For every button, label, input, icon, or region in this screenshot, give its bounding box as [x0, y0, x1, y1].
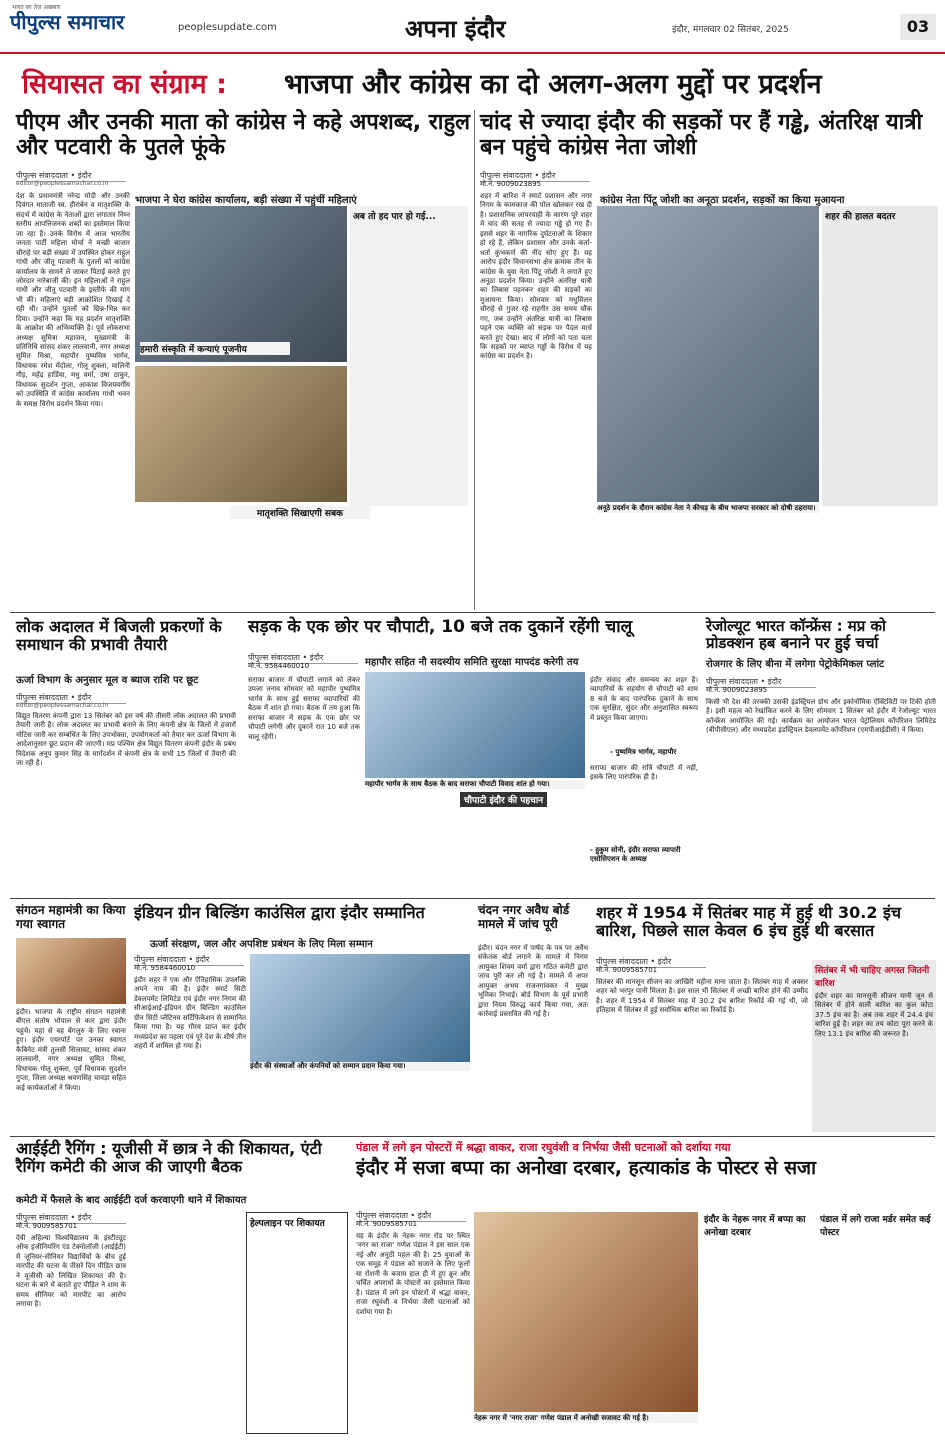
story4-byline: पीपुल्स संवाददाता • इंदौर	[248, 652, 358, 664]
banner-black-text: भाजपा और कांग्रेस का दो अलग-अलग मुद्दों पर प्रदर्शन	[284, 69, 822, 100]
story7-sub: ऊर्जा संरक्षण, जल और अपशिष्ट प्रबंधन के लिए मिला सम्मान	[150, 939, 373, 950]
story9-mobile: मो.नं. 9009585701	[596, 966, 658, 974]
story2-photo-astronaut	[597, 206, 819, 502]
story11-body: यह के इंदौर के नेहरू नगर रोड पर स्थित 'नगर का राजा' गणेश पंडाल ने इस साल एक नई और अनूठी पहल की है। 25 युवाओं के एक समूह ने पंडाल को सजाने के लिए फूलों या रोशनी के बजाय हाल ही में हुए क्रूर और चर्चित अपराधों के पोस्टरों का इस्तेमाल किया है। पंडाल में लगे इन पोस्टरों में श्रद्धा वाकर, राजा रघुवंशी व निर्भया जैसी घटनाओं को दर्शाया गया है।	[356, 1232, 470, 1316]
story3-sub: ऊर्जा विभाग के अनुसार मूल व ब्याज राशि पर छूट	[16, 675, 199, 686]
story1-photo-women	[135, 366, 347, 502]
story4-photo-caption: महापौर भार्गव के साथ बैठक के बाद सराफा चौपाटी विवाद शांत हो गया।	[365, 780, 585, 789]
story2-headline: चांद से ज्यादा इंदौर की सड़कों पर हैं गड्ढे, अंतरिक्ष यात्री बन पहुंचे कांग्रेस नेता जोशी	[480, 110, 923, 161]
banner-red-text: सियासत का संग्राम :	[22, 69, 227, 100]
column-divider	[474, 110, 475, 610]
story1-byline: पीपुल्स संवाददाता • इंदौर	[16, 170, 126, 182]
story11-side1-title: इंदौर के नेहरू नगर में बप्पा का अनोखा दरबार	[704, 1215, 806, 1238]
section-title: अपना इंदौर	[405, 14, 506, 43]
story5-sub: रोजगार के लिए बीना में लगेगा पेट्रोकेमिकल प्लांट	[706, 659, 885, 670]
story11-side2-title: पंडाल में लगे राजा मर्डर समेत कई पोस्टर	[820, 1215, 931, 1238]
story4-sub: महापौर सहित नौ सदस्यीय समिति सुरक्षा मापदंड करेगी तय	[365, 657, 579, 668]
page-number: 03	[900, 14, 936, 40]
story1-kicker: भाजपा ने घेरा कांग्रेस कार्यालय, बड़ी संख्या में पहुंचीं महिलाएं	[135, 195, 357, 206]
story2-body: शहर में बारिश ने स्मार्ट प्रशासन और नगर निगम के कामकाज की पोल खोलकर रख दी है। प्रशासनिक लापरवाही के कारण पूरे शहर में चांद की सतह से ज्यादा गड्ढे हो गए हैं। इससे शहर के नागरिक दुर्घटनाओं के शिकार हो रहे हैं, लेकिन प्रशासन और उनके कर्ता-धर्ता कुंभकर्ण की नींद सोए हुए हैं। यह आरोप इंदौर विधानसभा क्षेत्र क्रमांक तीन के कांग्रेस के युवा नेता पिंटू जोशी ने लगाते हुए अनूठा प्रदर्शन किया। उन्होंने अंतरिक्ष यात्री का लिबास पहनकर शहर की सड़कों का मुआयना किया। सोमवार को मधुमिलन चौराहे से गुजर रहे राहगीर उस समय चौंक गए, जब उन्होंने अंतरिक्ष यात्री का लिबास पहने एक व्यक्ति को सड़क पर पैदल मार्च करते हुए देखा। बाद में लोगों को पता चला कि सड़कों पर व्याप्त गड्ढों के विरोध में यह कांग्रेस का प्रदर्शन है।	[480, 192, 592, 361]
story3-email: editor@peoplessamachar.co.in	[16, 702, 109, 709]
story2-mobile: मो.नं. 9009023895	[480, 180, 542, 188]
story7-mobile: मो.नं. 9584460010	[134, 964, 196, 972]
story8-headline: चंदन नगर अवैध बोर्ड मामले में जांच पूरी	[478, 903, 570, 931]
story10-box-title: हेल्पलाइन पर शिकायत	[250, 1219, 325, 1229]
story7-byline: पीपुल्स संवाददाता • इंदौर	[134, 954, 244, 966]
story11-photo-pandal	[474, 1212, 698, 1412]
story9-body: सितंबर की मानसून सीजन का आखिरी महीना माना जाता है। सितंबर माह में अक्सर शहर को भरपूर पानी मिलता है। इस साल भी सितंबर में अच्छी बारिश होने की उम्मीद है। शहर में 1954 में सितंबर माह में 30.2 इंच बारिश रिकॉर्ड की गई थी, जो इतिहास में सितंबर में हुई सर्वाधिक बारिश का रिकॉर्ड है।	[596, 978, 808, 1015]
story2-sidebar-title: शहर की हालत बदतर	[825, 212, 896, 222]
story5-body: किसी भी देश की तरक्की उसकी इंडस्ट्रियल ग्रोथ और इकोनॉमिक ऐक्टिविटी पर टिकी होती है। इसी महत्व को रेखांकित करने के लिए सोमवार 1 सितंबर को इंदौर में रेजोल्यूट भारत कॉन्फ्रेंस आयोजित की गई। कार्यक्रम का आयोजन भारत पेट्रोलियम कॉर्पोरेशन लिमिटेड (बीपीसीएल) और मध्यप्रदेश इंडस्ट्रियल डेवलपमेंट कॉर्पोरेशन (एमपीआईडीसी) ने किया।	[706, 698, 936, 735]
story2-byline: पीपुल्स संवाददाता • इंदौर	[480, 170, 590, 182]
story4-quote2: सराफा बाजार की रात्रि चौपाटी में नहीं, इसके लिए पारंपरिक ही है।	[590, 764, 698, 782]
story4-quote1: इंदौर संवाद और समन्वय का शहर है। व्यापारियों के सहयोग से चौपाटी को शाम 8 बजे के बाद पारंपरिक दुकानें के साथ एक सुरक्षित, सुंदर और अनुशासित स्वरूप में प्रस्तुत किया जाएगा।	[590, 676, 698, 722]
story5-byline: पीपुल्स संवाददाता • इंदौर	[706, 676, 816, 688]
masthead	[0, 0, 945, 54]
story8-body: इंदौर। चंदन नगर में पार्षद के पत्र पर अवैध संकेतक बोर्ड लगाने के मामले में निगम आयुक्त शिवम वर्मा द्वारा गठित कमेटी द्वारा जांच पूरी कर ली गई है। मामले में अपर आयुक्त अभय राजनगांवकर ने मुख्य भूमिका निभाई। बोर्ड विभाग के पूर्व प्रभारी द्वारा नियम विरुद्ध कार्य किया गया, अतः कार्रवाई प्रस्तावित की गई है।	[478, 944, 588, 1019]
story7-headline: इंडियन ग्रीन बिल्डिंग काउंसिल द्वारा इंदौर सम्मानित	[134, 903, 425, 922]
story5-headline: रेजोल्यूट भारत कॉन्फ्रेंस : मप्र को प्रोडक्शन हब बनाने पर हुई चर्चा	[706, 617, 886, 653]
story6-body: इंदौर। भाजपा के राष्ट्रीय संगठन महामंत्री बीएल संतोष भोपाल से कार द्वारा इंदौर पहुंचे। यहां से वह बेंगलुरु के लिए रवाना हुए। इंदौर एयरपोर्ट पर उनका स्वागत कैबिनेट मंत्री तुलसी सिलावट, सांसद शंकर लालवानी, नगर अध्यक्ष सुमित मिश्रा, विधायक गोलू शुक्ला, पूर्व विधायक सुदर्शन गुप्ता, जिला अध्यक्ष श्रवणसिंह चावड़ा सहित कई कार्यकर्ताओं ने किया।	[16, 1008, 126, 1092]
story10-body: देवी अहिल्या विश्वविद्यालय के इंस्टीट्यूट ऑफ इंजीनियरिंग एंड टेक्नोलॉजी (आईईटी) में जूनियर-सीनियर विद्यार्थियों के बीच हुई मारपीट की घटना के तीसरे दिन पीड़ित छात्र ने यूजीसी को लिखित शिकायत की है। घटना के बारे में बताते हुए पीड़ित ने शाम के समय सीनियर को मारपीट का आरोप लगाया है।	[16, 1234, 126, 1309]
section-rule	[10, 612, 935, 613]
story10-sub: कमेटी में फैसले के बाद आईईटी दर्ज करवाएगी थाने में शिकायत	[16, 1195, 247, 1206]
story4-headline: सड़क के एक छोर पर चौपाटी, 10 बजे तक दुकानें रहेंगी चालू	[248, 617, 633, 637]
story10-byline: पीपुल्स संवाददाता • इंदौर	[16, 1212, 126, 1224]
story3-body: विद्युत वितरण कंपनी द्वारा 13 सितंबर को इस वर्ष की तीसरी लोक अदालत की प्रभावी तैयारी जारी है। लोक अदालत का प्रभावी बनाने के लिए कंपनी क्षेत्र के जिलों में हजारों नोटिस जारी कर सम्बंधित के लिए उपभोक्ता, उपयोगकर्ता को तैयार कर ऊर्जा विभाग के आदेशानुसार छूट प्रदान की जाएगी। मप्र पश्चिम क्षेत्र विद्युत वितरण कंपनी इंदौर के प्रबंध निदेशक अनूप कुमार सिंह के मार्गदर्शन में कंपनी क्षेत्र के सभी 15 जिलों में तैयारी की जा रही है।	[16, 712, 236, 768]
story11-photo-caption: नेहरू नगर में 'नगर राजा' गणेश पंडाल में अनोखी सजावट की गई है।	[474, 1414, 698, 1423]
story4-box-title: चौपाटी इंदौर की पहचान	[460, 792, 547, 807]
story9-byline: पीपुल्स संवाददाता • इंदौर	[596, 956, 706, 968]
story1-bottom-caption: मातृशक्ति सिखाएगी सबक	[230, 506, 370, 519]
story9-box-title: सितंबर में भी चाहिए अगस्त जितनी बारिश	[815, 966, 930, 989]
story1-photo-caption: हमारी संस्कृति में कन्याएं पूजनीय	[140, 342, 290, 355]
story4-quote1-by: - पुष्यमित्र भार्गव, महापौर	[610, 748, 677, 756]
story6-headline: संगठन महामंत्री का किया गया स्वागत	[16, 903, 126, 931]
story9-box	[812, 960, 936, 1132]
section-rule-3	[10, 1136, 935, 1137]
story7-body: इंदौर शहर ने एक और ऐतिहासिक उपलब्धि अपने नाम की है। इंदौर स्मार्ट सिटी डेवलपमेंट लिमिटेड एवं इंदौर नगर निगम की सीआईआई-इंडियन ग्रीन बिल्डिंग काउंसिल ग्रीन सिटी प्लैटिनम सर्टिफिकेशन से सम्मानित किया गया है। यह गौरव प्राप्त कर इंदौर मध्यप्रदेश का पहला एवं पूरे देश के शीर्ष तीन शहरों में शामिल हो गया है।	[134, 976, 246, 1051]
story3-byline: पीपुल्स संवाददाता • इंदौर	[16, 692, 126, 704]
logo-tagline: भारत का तेज़ अखबार	[12, 4, 61, 11]
story4-quote2-by: - हुकुम सोनी, इंदौर सराफा व्यापारी एसोसिएशन के अध्यक्ष	[590, 846, 681, 863]
story10-box	[246, 1212, 348, 1434]
story9-box-body: इंदौर शहर का मानसूनी सीजन यानी जून से सितंबर में होने वाली बारिश का कुल कोटा 37.5 इंच का है। अब तक शहर में 24.4 इंच बारिश हुई है। शहर का तय कोटा पूरा करने के लिए 13.1 इंच बारिश की जरूरत है।	[815, 992, 933, 1038]
story11-kicker: पंडाल में लगे इन पोस्टरों में श्रद्धा वाकर, राजा रघुवंशी व निर्भया जैसी घटनाओं को दर्शाया गया	[356, 1141, 731, 1154]
story9-headline: शहर में 1954 में सितंबर माह में हुई थी 30.2 इंच बारिश, पिछले साल केवल 6 इंच हुई थी बरसात	[596, 903, 902, 941]
website-url: peoplesupdate.com	[178, 22, 277, 33]
story2-photo-caption: अनूठे प्रदर्शन के दौरान कांग्रेस नेता ने कीचड़ के बीच भाजपा सरकार को दोषी ठहराया।	[597, 504, 819, 513]
story10-headline: आईईटी रैगिंग : यूजीसी में छात्र ने की शिकायत, एंटी रैगिंग कमेटी की आज की जाएगी बैठक	[16, 1139, 322, 1177]
issue-date: इंदौर, मंगलवार 02 सितंबर, 2025	[672, 25, 789, 35]
story1-photo-crowd	[135, 206, 347, 362]
story7-photo-award	[250, 954, 470, 1062]
story10-mobile: मो.नं. 9009585701	[16, 1222, 78, 1230]
story7-photo-caption: इंदौर की संस्थाओं और कंपनियों को सम्मान प्रदान किया गया।	[250, 1062, 470, 1071]
story4-body: सराफा बाजार में चौपाटी लगाने को लेकर उपजा तनाव सोमवार को महापौर पुष्यमित्र भार्गव के साथ हुई सराफा व्यापारियों की बैठक में शांत हो गया। बैठक में तय हुआ कि सराफा बाजार में सड़क के एक छोर पर चौपाटी लगेगी और दुकानें रात 10 बजे तक चालू रहेंगी।	[248, 676, 360, 741]
newspaper-logo: पीपुल्स समाचार	[10, 10, 125, 34]
story3-headline: लोक अदालत में बिजली प्रकरणों के समाधान की प्रभावी तैयारी	[16, 617, 222, 655]
story6-photo	[16, 938, 126, 1004]
story4-photo-meeting	[365, 672, 585, 778]
story11-byline: पीपुल्स संवाददाता • इंदौर	[356, 1210, 466, 1222]
story5-mobile: मो.नं. 9009023895	[706, 686, 768, 694]
story1-email: editor@peoplessamachar.co.in	[16, 180, 109, 187]
banner	[0, 56, 945, 106]
story11-mobile: मो.नं. 9009585701	[356, 1220, 418, 1228]
story2-kicker: कांग्रेस नेता पिंटू जोशी का अनूठा प्रदर्शन, सड़कों का किया मुआयना	[600, 195, 845, 206]
section-rule-2	[10, 898, 935, 899]
story1-sidebar-title: अब तो हद पार हो गई...	[353, 212, 436, 222]
story2-sidebar	[822, 206, 938, 506]
story1-sidebar	[350, 206, 468, 506]
story1-body: देश के प्रधानमंत्री नरेन्द्र मोदी और उनकी दिवंगत माताजी स्व. हीराबेन व मातृशक्ति के संदर्भ में कांग्रेस के नेताओं द्वारा लगातार निम्न स्तरीय आपत्तिजनक शब्दों का इस्तेमाल किया जा रहा है। उनके विरोध में आज भारतीय जनता पार्टी महिला मोर्चा ने मच्छी बाजार चौराहे पर बड़ी संख्या में उपस्थित होकर राहुल गांधी और जीतू पटवारी के पुतलों को कांग्रेस कार्यालय के सामने ले जाकर पिटाई करते हुए जोरदार नारेबाजी की। इन महिलाओं ने राहुल गांधी और जीतू पटवारी के इस्तीफे की मांग भी की। महिलाएं बड़ी आक्रोशित दिखाई दे रही थीं। उन्होंने पुतलों को छिन्न-भिन्न कर दिया। उन्होंने कहा कि यह प्रदर्शन मातृशक्ति के आक्रोश की अभिव्यक्ति है। पूर्व लोकसभा अध्यक्ष सुमित्रा महाजन, मुख्यमंत्री के प्रतिनिधि सांसद शंकर लालवानी, नगर अध्यक्ष सुमित मिश्रा, महापौर पुष्यमित्र भार्गव, विधायक रमेश मेंदोला, गोलू शुक्ला, मालिनी गौड़, महेंद्र हार्डिया, मधु वर्मा, उषा ठाकुर, विधायक सुदर्शन गुप्ता, आकाश विजयवर्गीय को उपस्थिति में कांग्रेस कार्यालय गांधी भवन के समक्ष विरोध प्रदर्शन किया गया।	[16, 192, 130, 408]
story1-headline: पीएम और उनकी माता को कांग्रेस ने कहे अपशब्द, राहुल और पटवारी के पुतले फूंके	[16, 110, 471, 161]
story4-mobile: मो.नं. 9584460010	[248, 662, 310, 670]
story11-headline: इंदौर में सजा बप्पा का अनोखा दरबार, हत्याकांड के पोस्टर से सजा	[356, 1157, 817, 1179]
